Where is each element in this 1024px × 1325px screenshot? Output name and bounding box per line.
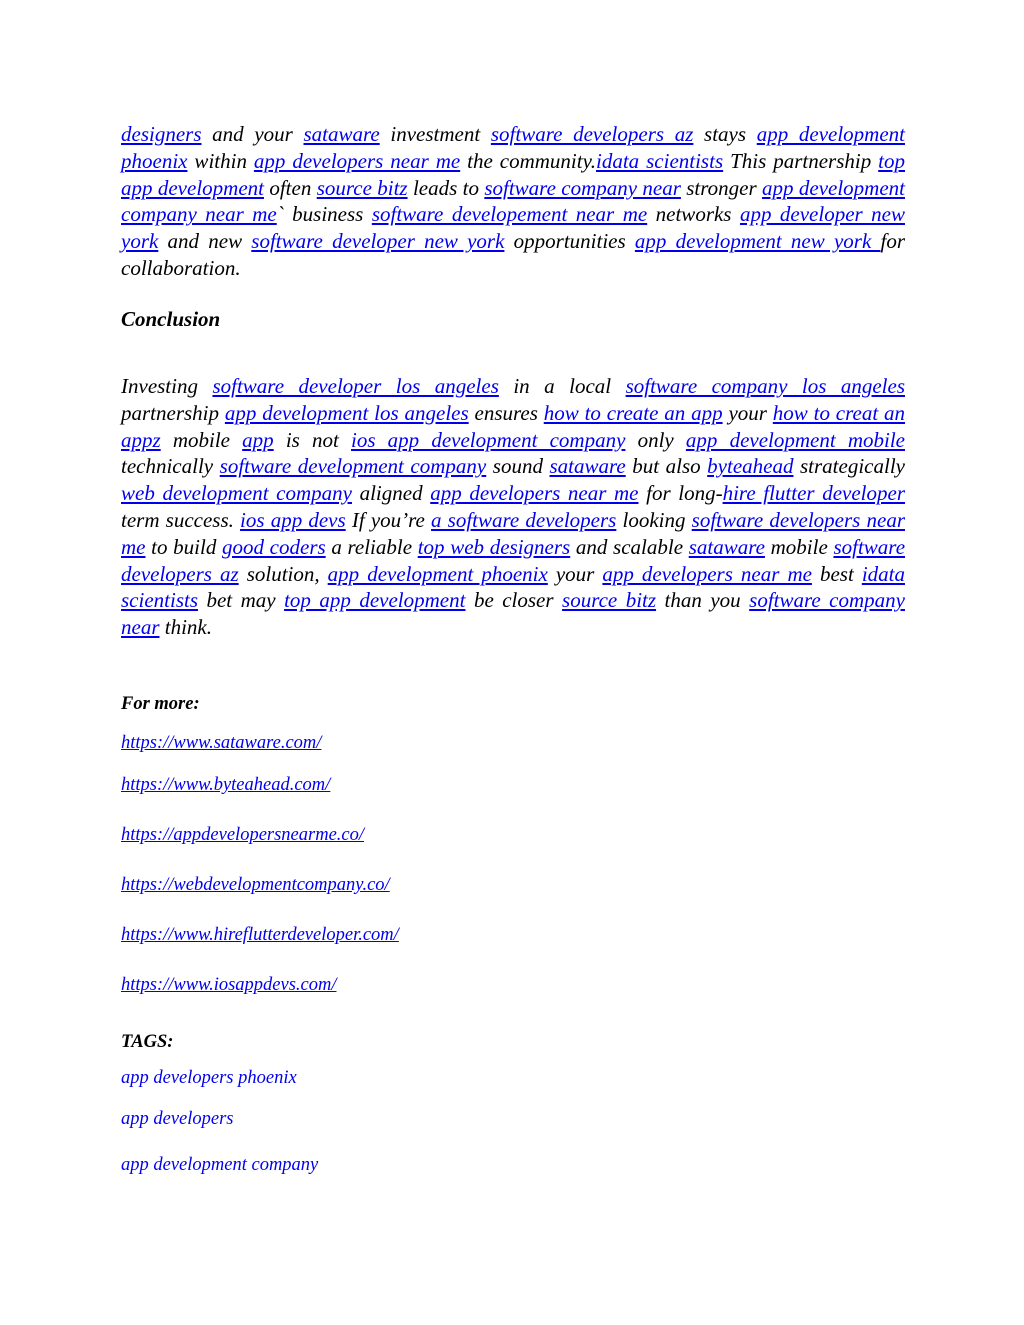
inline-link[interactable]: software developer new york — [251, 229, 505, 254]
body-text: ensures — [468, 400, 544, 425]
body-text: your — [722, 400, 773, 425]
inline-link[interactable]: software company near — [121, 588, 905, 640]
inline-link[interactable]: app development new york — [634, 229, 881, 254]
inline-link[interactable]: sataware — [688, 534, 765, 559]
for-more-link[interactable]: https://appdevelopersnearme.co/ — [121, 825, 365, 845]
body-text: technically — [121, 454, 220, 479]
tag-link[interactable]: app developers — [121, 1109, 234, 1129]
body-text: investment — [379, 122, 491, 146]
inline-link[interactable]: good coders — [222, 534, 326, 559]
body-text: but also — [625, 454, 708, 479]
body-text: stays — [693, 122, 757, 146]
for-more-heading: For more: — [121, 694, 200, 714]
body-text: networks — [647, 202, 740, 227]
body-text: leads to — [407, 175, 485, 200]
body-text: think. — [159, 615, 212, 640]
body-text: sound — [486, 454, 550, 479]
inline-link[interactable]: how to creat an appz — [121, 400, 906, 452]
inline-link[interactable]: top web designers — [417, 534, 571, 559]
body-text: the community. — [460, 148, 596, 173]
inline-link[interactable]: top app development — [284, 588, 466, 613]
inline-link[interactable]: a software developers — [431, 507, 617, 532]
inline-link[interactable]: app development company near me — [121, 175, 905, 227]
inline-link[interactable]: app developer new york — [121, 202, 905, 254]
body-text: mobile — [764, 534, 834, 559]
tags-heading: TAGS: — [121, 1032, 174, 1052]
inline-link[interactable]: software developers az — [121, 534, 906, 586]
inline-link[interactable]: software company near — [484, 175, 681, 200]
inline-link[interactable]: app — [242, 427, 274, 452]
inline-link[interactable]: source bitz — [316, 175, 408, 200]
inline-link[interactable]: source bitz — [562, 588, 657, 613]
body-text: Investing — [121, 374, 213, 398]
body-text: for collaboration. — [121, 229, 905, 280]
inline-link[interactable]: app developers near me — [253, 148, 461, 173]
body-text: and new — [158, 229, 252, 254]
inline-link[interactable]: software developers near me — [121, 507, 905, 559]
body-text: This partnership — [723, 148, 879, 173]
inline-link[interactable]: software company los angeles — [625, 374, 906, 398]
body-text: ` business — [276, 202, 372, 227]
inline-link[interactable]: software development company — [219, 454, 487, 479]
body-text: solution, — [238, 561, 328, 586]
body-text: within — [187, 148, 254, 173]
body-text: If you’re — [345, 507, 432, 532]
inline-link[interactable]: app development phoenix — [327, 561, 548, 586]
inline-link[interactable]: top app development — [121, 148, 906, 200]
inline-link[interactable]: sataware — [549, 454, 626, 479]
inline-link[interactable]: designers — [121, 122, 202, 146]
inline-link[interactable]: app developers near me — [430, 481, 639, 506]
conclusion-paragraph — [121, 373, 905, 641]
inline-link[interactable]: idata scientists — [121, 561, 905, 613]
inline-link[interactable]: app development mobile — [685, 427, 906, 452]
body-text: stronger — [680, 175, 763, 200]
inline-link[interactable]: app developers near me — [602, 561, 812, 586]
body-text: to build — [145, 534, 223, 559]
inline-link[interactable]: software developer los angeles — [212, 374, 499, 398]
inline-link[interactable]: byteahead — [707, 454, 794, 479]
inline-link[interactable]: how to create an app — [543, 400, 723, 425]
body-text: partnership — [121, 400, 225, 425]
tag-link[interactable]: app development company — [121, 1155, 319, 1175]
conclusion-heading: Conclusion — [121, 307, 221, 331]
for-more-link[interactable]: https://www.sataware.com/ — [121, 733, 322, 753]
body-text: in a local — [498, 374, 626, 398]
intro-paragraph — [121, 121, 905, 282]
body-text: often — [263, 175, 317, 200]
tag-link[interactable]: app developers phoenix — [121, 1068, 297, 1088]
body-text: and your — [201, 122, 304, 146]
body-text: looking — [616, 507, 692, 532]
body-text: is not — [273, 427, 351, 452]
body-text: for long- — [638, 481, 723, 506]
inline-link[interactable]: idata scientists — [596, 148, 724, 173]
for-more-link[interactable]: https://www.byteahead.com/ — [121, 775, 331, 795]
for-more-link[interactable]: https://www.iosappdevs.com/ — [121, 975, 337, 995]
body-text: than you — [656, 588, 750, 613]
body-text: best — [811, 561, 862, 586]
inline-link[interactable]: ios app devs — [240, 507, 346, 532]
body-text: be closer — [465, 588, 563, 613]
inline-link[interactable]: ios app development company — [351, 427, 626, 452]
inline-link[interactable]: app development los angeles — [224, 400, 469, 425]
inline-link[interactable]: sataware — [303, 122, 380, 146]
body-text: mobile — [160, 427, 243, 452]
body-text: aligned — [351, 481, 431, 506]
body-text: a reliable — [325, 534, 418, 559]
inline-link[interactable]: software developement near me — [371, 202, 648, 227]
body-text: strategically — [793, 454, 905, 479]
body-text: only — [625, 427, 686, 452]
body-text: and scalable — [570, 534, 689, 559]
body-text: term success. — [121, 507, 241, 532]
for-more-link[interactable]: https://www.hireflutterdeveloper.com/ — [121, 925, 399, 945]
for-more-link[interactable]: https://webdevelopmentcompany.co/ — [121, 875, 390, 895]
body-text: bet may — [198, 588, 285, 613]
inline-link[interactable]: hire flutter developer — [722, 481, 905, 506]
inline-link[interactable]: software developers az — [490, 122, 694, 146]
body-text: your — [547, 561, 603, 586]
inline-link[interactable]: web development company — [121, 481, 352, 506]
inline-link[interactable]: app development phoenix — [121, 122, 905, 173]
body-text: opportunities — [504, 229, 635, 254]
